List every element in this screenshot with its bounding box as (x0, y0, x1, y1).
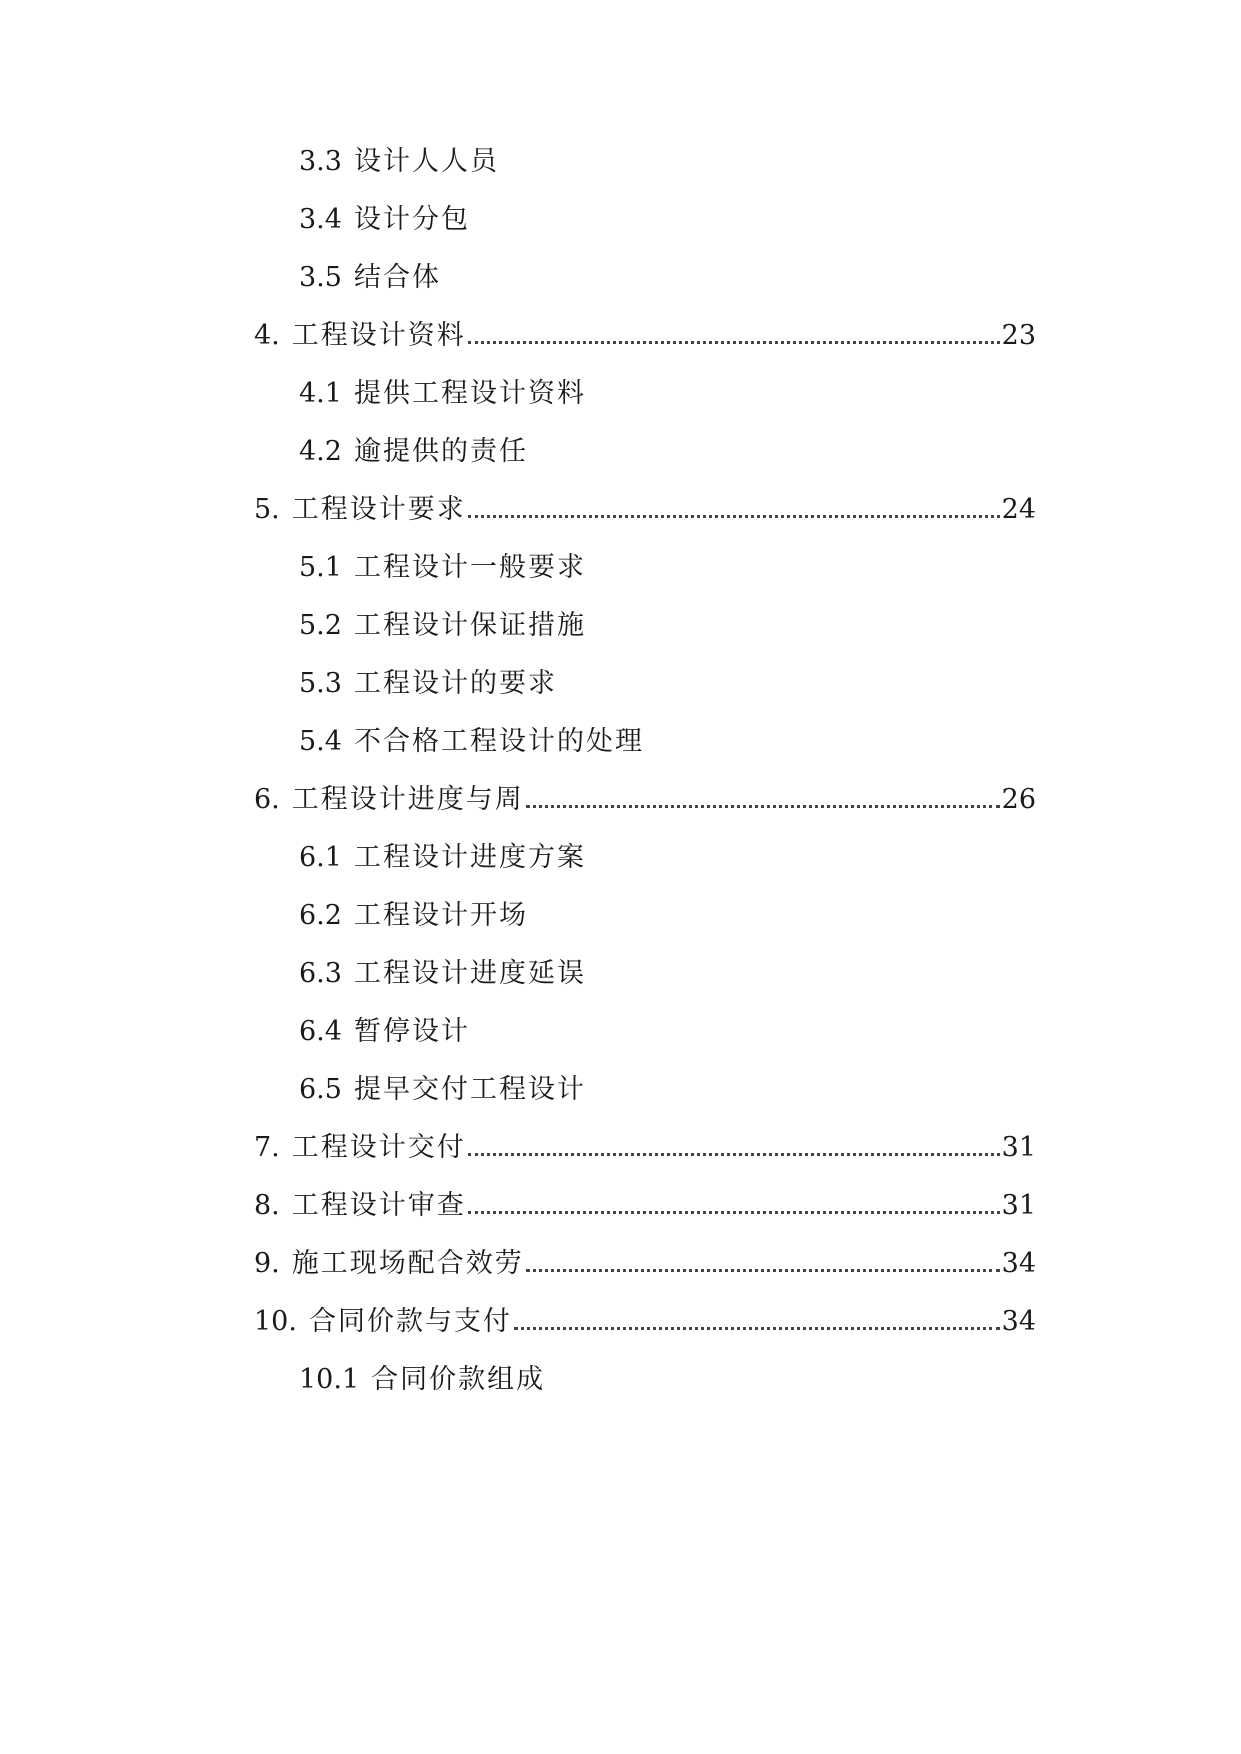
toc-entry-page: 26 (1001, 784, 1036, 815)
toc-entry-number: 5.2 (299, 610, 342, 641)
toc-entry-title: 不合格工程设计的处理 (353, 726, 644, 757)
dot-leader (526, 805, 1000, 808)
toc-entry-page: 34 (1001, 1248, 1036, 1279)
toc-entry-number: 3.4 (299, 204, 342, 235)
toc-entry-page: 31 (1001, 1190, 1036, 1221)
toc-entry-page: 24 (1001, 494, 1036, 525)
toc-entry (299, 258, 441, 298)
toc-entry-title: 合同价款组成 (371, 1364, 546, 1395)
toc-entry-title: 工程设计保证措施 (353, 610, 586, 641)
toc-entry-title: 提供工程设计资料 (353, 378, 586, 409)
toc-entry (299, 664, 557, 704)
toc-entry (254, 1302, 1036, 1342)
toc-entry (299, 896, 528, 936)
toc-entry-title: 工程设计要求 (291, 494, 466, 525)
toc-entry (299, 838, 586, 878)
toc-entry-page: 23 (1001, 320, 1036, 351)
toc-entry-title: 工程设计资料 (291, 320, 466, 351)
dot-leader (514, 1327, 1000, 1330)
toc-entry (254, 1186, 1036, 1226)
toc-entry-number: 6.3 (299, 958, 342, 989)
toc-entry-title: 工程设计开场 (353, 900, 528, 931)
toc-entry-number: 10.1 (299, 1364, 360, 1395)
toc-entry (299, 432, 528, 472)
dot-leader (468, 1153, 1000, 1156)
toc-entry-title: 合同价款与支付 (308, 1306, 512, 1337)
toc-entry-title: 工程设计一般要求 (353, 552, 586, 583)
toc-entry (299, 142, 499, 182)
toc-entry-number: 5.4 (299, 726, 342, 757)
toc-entry-title: 设计分包 (353, 204, 470, 235)
toc-entry (299, 954, 586, 994)
toc-entry-number: 3.5 (299, 262, 342, 293)
toc-entry (299, 1070, 586, 1110)
toc-entry (299, 374, 586, 414)
toc-entry-title: 结合体 (353, 262, 441, 293)
toc-entry-number: 4. (254, 320, 280, 351)
toc-entry-number: 4.2 (299, 436, 342, 467)
toc-entry-page: 31 (1001, 1132, 1036, 1163)
toc-entry (299, 548, 586, 588)
dot-leader (526, 1269, 1000, 1272)
toc-entry (299, 722, 644, 762)
toc-entry-number: 4.1 (299, 378, 342, 409)
toc-entry-title: 提早交付工程设计 (353, 1074, 586, 1105)
toc-entry-number: 6. (254, 784, 280, 815)
toc-entry-number: 10. (254, 1306, 297, 1337)
toc-entry-number: 9. (254, 1248, 280, 1279)
toc-entry-title: 施工现场配合效劳 (291, 1248, 524, 1279)
toc-entry-title: 工程设计进度延误 (353, 958, 586, 989)
toc-entry-number: 6.5 (299, 1074, 342, 1105)
toc-entry-page: 34 (1001, 1306, 1036, 1337)
dot-leader (468, 341, 1000, 344)
toc-entry (254, 780, 1036, 820)
toc-entry-number: 5.1 (299, 552, 342, 583)
toc-entry-title: 工程设计审查 (291, 1190, 466, 1221)
toc-entry-title: 设计人人员 (353, 146, 499, 177)
toc-entry-number: 6.4 (299, 1016, 342, 1047)
toc-entry (299, 606, 586, 646)
toc-entry-number: 7. (254, 1132, 280, 1163)
dot-leader (468, 1211, 1000, 1214)
toc-entry (299, 1012, 470, 1052)
toc-entry-number: 6.2 (299, 900, 342, 931)
toc-entry (254, 316, 1036, 356)
toc-entry-title: 工程设计进度与周 (291, 784, 524, 815)
toc-entry (254, 1128, 1036, 1168)
toc-entry (254, 490, 1036, 530)
toc-entry (299, 200, 470, 240)
toc-entry-number: 6.1 (299, 842, 342, 873)
toc-entry (299, 1360, 545, 1400)
toc-entry-title: 工程设计交付 (291, 1132, 466, 1163)
toc-entry-number: 5.3 (299, 668, 342, 699)
toc-entry-number: 8. (254, 1190, 280, 1221)
toc-entry-number: 3.3 (299, 146, 342, 177)
toc-entry-number: 5. (254, 494, 280, 525)
toc-entry-title: 逾提供的责任 (353, 436, 528, 467)
toc-entry-title: 工程设计进度方案 (353, 842, 586, 873)
toc-entry (254, 1244, 1036, 1284)
dot-leader (468, 515, 1000, 518)
toc-entry-title: 暂停设计 (353, 1016, 470, 1047)
toc-entry-title: 工程设计的要求 (353, 668, 557, 699)
